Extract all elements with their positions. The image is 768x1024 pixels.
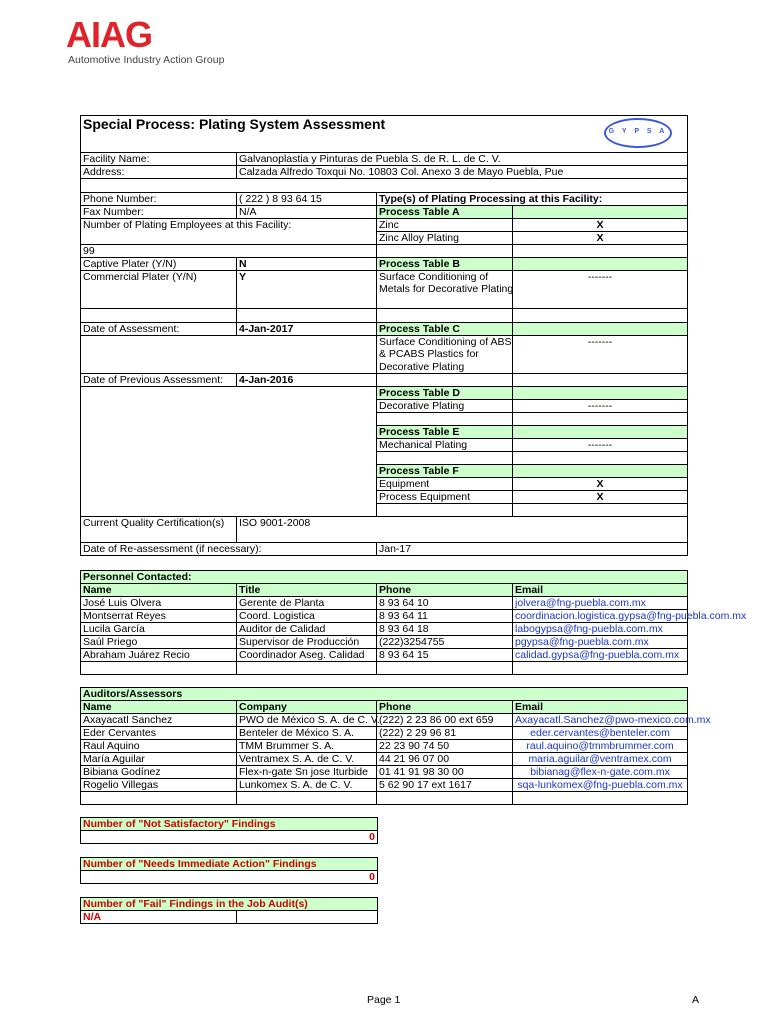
reassessment-label: Date of Re-assessment (if necessary): — [81, 543, 377, 556]
commercial-label: Commercial Plater (Y/N) — [81, 271, 237, 309]
page-letter: A — [692, 994, 700, 1006]
certification-value: ISO 9001-2008 — [237, 517, 688, 543]
personnel-table — [80, 570, 747, 675]
personnel-email[interactable]: coordinacion.logistica.gypsa@fng-puebla.com.mx — [513, 610, 688, 623]
auditor-name: Bibiana Godínez — [81, 766, 237, 779]
process-e-item: Mechanical Plating — [377, 439, 513, 452]
fax-label: Fax Number: — [81, 206, 237, 219]
employees: 99 — [81, 245, 377, 258]
personnel-phone: (222)3254755 — [377, 636, 513, 649]
auditor-email[interactable]: raul.aquino@tmmbrummer.com — [513, 740, 688, 753]
process-heading: Type(s) of Plating Processing at this Facility: — [377, 193, 688, 206]
table-row — [81, 766, 688, 779]
zinc: Zinc — [377, 219, 513, 232]
gypsa-logo — [604, 118, 672, 148]
process-f-mark2: X — [513, 491, 688, 504]
auditor-phone: (222) 2 23 86 00 ext 659 — [377, 714, 513, 727]
auditors-col-phone: Phone — [377, 701, 513, 714]
auditors-heading: Auditors/Assessors — [81, 688, 688, 701]
table-row — [81, 753, 688, 766]
process-b-line2: Metals for Decorative Plating — [377, 283, 513, 308]
auditor-phone: (222) 2 29 96 81 — [377, 727, 513, 740]
personnel-email[interactable]: pgypsa@fng-puebla.com.mx — [513, 636, 688, 649]
personnel-email[interactable]: jolvera@fng-puebla.com.mx — [513, 597, 688, 610]
auditor-company: Lunkomex S. A. de C. V. — [237, 779, 377, 792]
table-row — [81, 649, 688, 662]
personnel-title: Supervisor de Producción — [237, 636, 377, 649]
personnel-phone: 8 93 64 18 — [377, 623, 513, 636]
facility-table — [80, 115, 688, 517]
auditor-company: PWO de México S. A. de C. V. — [237, 714, 377, 727]
phone-label: Phone Number: — [81, 193, 237, 206]
personnel-col-title: Title — [237, 584, 377, 597]
auditor-email[interactable]: eder.cervantes@benteler.com — [513, 727, 688, 740]
table-row — [81, 727, 688, 740]
fax: N/A — [237, 206, 377, 219]
address: Calzada Alfredo Toxqui No. 10803 Col. Anexo 3 de Mayo Puebla, Pue — [237, 166, 688, 179]
personnel-name: Montserrat Reyes — [81, 610, 237, 623]
personnel-phone: 8 93 64 11 — [377, 610, 513, 623]
personnel-name: Lucila García — [81, 623, 237, 636]
findings-immediate-action — [80, 857, 378, 884]
process-f-mark1: X — [513, 478, 688, 491]
prev-assessment-date: 4-Jan-2016 — [237, 374, 377, 387]
auditor-email[interactable]: bibianag@flex-n-gate.com.mx — [513, 766, 688, 779]
personnel-email[interactable]: calidad.gypsa@fng-puebla.com.mx — [513, 649, 688, 662]
aiag-logo — [66, 14, 226, 70]
personnel-title: Coordinador Aseg. Calidad — [237, 649, 377, 662]
captive-label: Captive Plater (Y/N) — [81, 258, 237, 271]
personnel-phone: 8 93 64 10 — [377, 597, 513, 610]
gypsa-logo-text: G Y P S A — [608, 128, 668, 135]
table-row — [81, 714, 688, 727]
process-c-line2: & PCABS Plastics for — [377, 348, 513, 361]
not-satisfactory-label: Number of "Not Satisfactory" Findings — [81, 818, 378, 831]
personnel-col-phone: Phone — [377, 584, 513, 597]
zinc-mark: X — [513, 219, 688, 232]
facility-name: Galvanoplastia y Pinturas de Puebla S. de R. L. de C. V. — [237, 153, 688, 166]
auditor-company: TMM Brummer S. A. — [237, 740, 377, 753]
auditors-col-email: Email — [513, 701, 688, 714]
table-row — [81, 597, 688, 610]
process-c-mark: ------- — [513, 336, 688, 374]
table-row — [81, 740, 688, 753]
process-b-mark: ------- — [513, 271, 688, 309]
auditor-email[interactable]: maria.aguilar@ventramex.com — [513, 753, 688, 766]
process-f-item1: Equipment — [377, 478, 513, 491]
process-e-mark: ------- — [513, 439, 688, 452]
auditor-phone: 44 21 96 07 00 — [377, 753, 513, 766]
assessment-date: 4-Jan-2017 — [237, 323, 377, 336]
process-d-item: Decorative Plating — [377, 400, 513, 413]
commercial: Y — [237, 271, 377, 309]
address-label: Address: — [81, 166, 237, 179]
process-b-line1: Surface Conditioning of — [377, 271, 513, 284]
personnel-title: Coord. Logistica — [237, 610, 377, 623]
process-table-a: Process Table A — [377, 206, 513, 219]
reassessment-date: Jan-17 — [377, 543, 688, 556]
assessment-date-label: Date of Assessment: — [81, 323, 237, 336]
table-row — [81, 610, 688, 623]
fail-count: N/A — [81, 911, 237, 924]
process-table-c: Process Table C — [377, 323, 513, 336]
auditor-company: Ventramex S. A. de C. V. — [237, 753, 377, 766]
auditor-name: Axayacatl Sanchez — [81, 714, 237, 727]
page-number: Page 1 — [367, 994, 401, 1006]
personnel-col-email: Email — [513, 584, 688, 597]
zinc-alloy: Zinc Alloy Plating — [377, 232, 513, 245]
personnel-name: Abraham Juárez Recio — [81, 649, 237, 662]
auditor-name: Raul Aquino — [81, 740, 237, 753]
auditors-col-company: Company — [237, 701, 377, 714]
zinc-alloy-mark: X — [513, 232, 688, 245]
table-row — [81, 623, 688, 636]
findings-fail — [80, 897, 378, 924]
process-table-f: Process Table F — [377, 465, 513, 478]
auditors-col-name: Name — [81, 701, 237, 714]
auditor-name: María Aguilar — [81, 753, 237, 766]
process-c-line1: Surface Conditioning of ABS — [377, 336, 513, 349]
immediate-action-label: Number of "Needs Immediate Action" Findings — [81, 858, 378, 871]
not-satisfactory-count: 0 — [81, 831, 378, 844]
auditor-company: Benteler de México S. A. — [237, 727, 377, 740]
personnel-email[interactable]: labogypsa@fng-puebla.com.mx — [513, 623, 688, 636]
process-c-line3: Decorative Plating — [377, 361, 513, 374]
certification-table — [80, 516, 688, 556]
auditor-email[interactable]: Axayacatl.Sanchez@pwo-mexico.com.mx — [513, 714, 688, 727]
table-row — [81, 636, 688, 649]
auditor-name: Rogelio Villegas — [81, 779, 237, 792]
personnel-heading: Personnel Contacted: — [81, 571, 688, 584]
process-d-mark: ------- — [513, 400, 688, 413]
captive: N — [237, 258, 377, 271]
facility-name-label: Facility Name: — [81, 153, 237, 166]
process-f-item2: Process Equipment — [377, 491, 513, 504]
auditor-email[interactable]: sqa-lunkomex@fng-puebla.com.mx — [513, 779, 688, 792]
personnel-name: Saúl Priego — [81, 636, 237, 649]
auditor-company: Flex-n-gate Sn jose Iturbide — [237, 766, 377, 779]
prev-assessment-label: Date of Previous Assessment: — [81, 374, 237, 387]
certification-label: Current Quality Certification(s) — [81, 517, 237, 543]
employees-label: Number of Plating Employees at this Facility: — [81, 219, 377, 245]
personnel-title: Auditor de Calidad — [237, 623, 377, 636]
fail-label: Number of "Fail" Findings in the Job Audit(s) — [81, 898, 378, 911]
logo-tagline: Automotive Industry Action Group — [68, 54, 225, 66]
phone: ( 222 ) 8 93 64 15 — [237, 193, 377, 206]
logo-brand: AIAG — [66, 14, 152, 55]
personnel-name: José Luis Olvera — [81, 597, 237, 610]
findings-not-satisfactory — [80, 817, 378, 844]
personnel-phone: 8 93 64 15 — [377, 649, 513, 662]
personnel-title: Gerente de Planta — [237, 597, 377, 610]
process-table-d: Process Table D — [377, 387, 513, 400]
auditor-phone: 22 23 90 74 50 — [377, 740, 513, 753]
personnel-col-name: Name — [81, 584, 237, 597]
auditor-name: Eder Cervantes — [81, 727, 237, 740]
process-table-e: Process Table E — [377, 426, 513, 439]
table-row — [81, 779, 688, 792]
page-title: Special Process: Plating System Assessment — [81, 116, 688, 153]
auditor-phone: 01 41 91 98 30 00 — [377, 766, 513, 779]
auditor-phone: 5 62 90 17 ext 1617 — [377, 779, 513, 792]
immediate-action-count: 0 — [81, 871, 378, 884]
auditors-table — [80, 687, 711, 805]
process-table-b: Process Table B — [377, 258, 513, 271]
